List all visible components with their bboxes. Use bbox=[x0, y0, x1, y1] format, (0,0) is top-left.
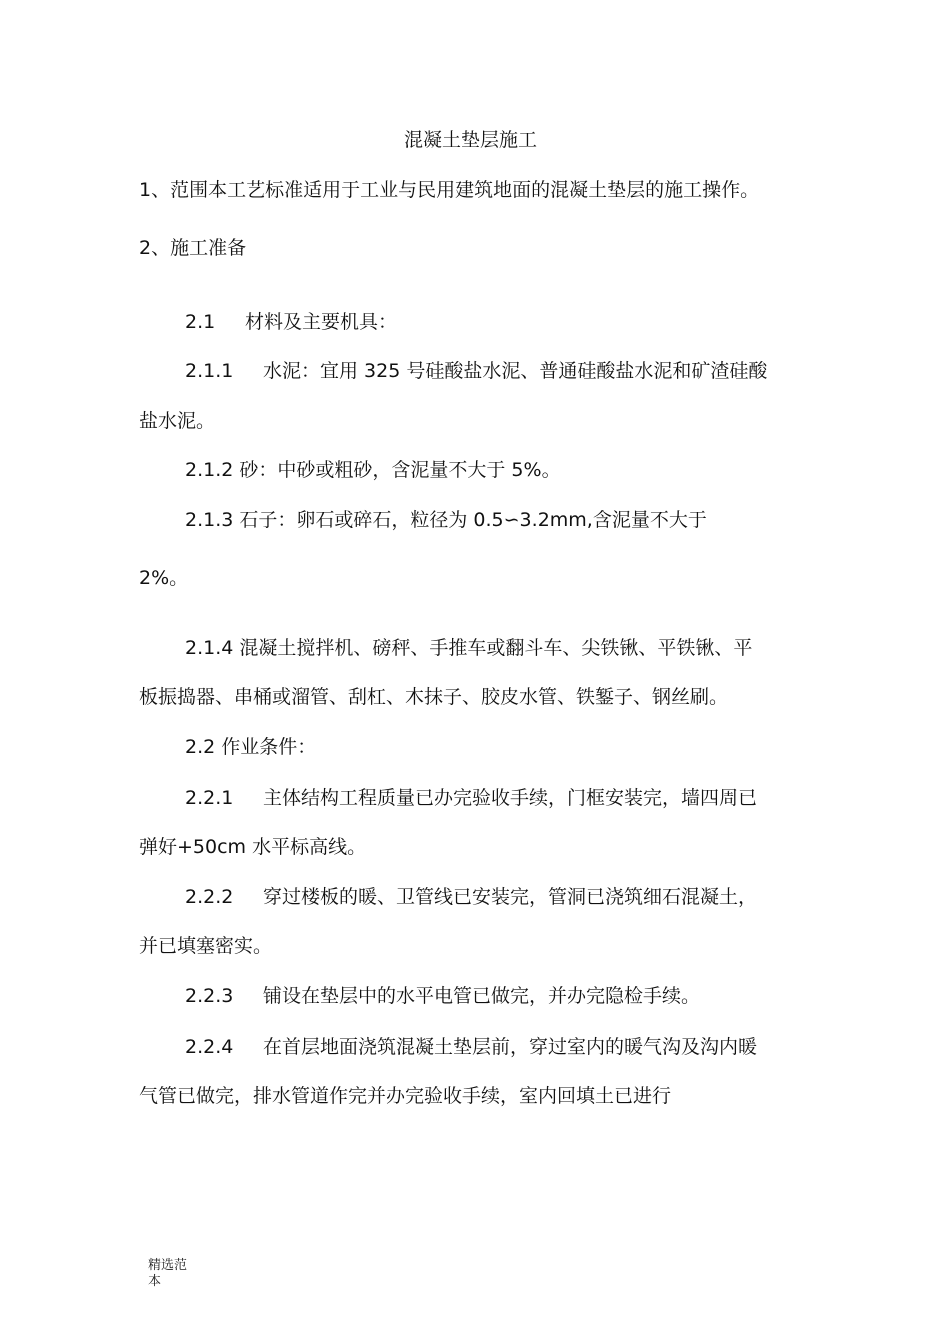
item-2-1-3-continued: 2%。 bbox=[139, 567, 189, 589]
section-text: 材料及主要机具： bbox=[245, 311, 398, 333]
item-2-1-1-continued: 盐水泥。 bbox=[139, 410, 216, 432]
item-2-1-4: 2.1.4 混凝土搅拌机、磅秤、手推车或翻斗车、尖铁锹、平铁锹、平 bbox=[185, 637, 753, 659]
item-2-1-4-continued: 板振捣器、串桶或溜管、刮杠、木抹子、胶皮水管、铁錾子、钢丝刷。 bbox=[139, 686, 729, 708]
item-2-1-2: 2.1.2 砂：中砂或粗砂，含泥量不大于 5%。 bbox=[185, 459, 561, 481]
item-text: 主体结构工程质量已办完验收手续，门框安装完，墙四周已 bbox=[263, 787, 758, 809]
item-2-2-2-continued: 并已填塞密实。 bbox=[139, 935, 273, 957]
section-2-2: 2.2 作业条件： bbox=[185, 736, 317, 758]
item-2-1-3: 2.1.3 石子：卵石或碎石，粒径为 0.5∽3.2mm,含泥量不大于 bbox=[185, 509, 707, 531]
item-text: 穿过楼板的暖、卫管线已安装完，管洞已浇筑细石混凝土， bbox=[263, 886, 758, 908]
item-number: 2.2.4 bbox=[185, 1036, 234, 1058]
paragraph-scope: 1、范围本工艺标准适用于工业与民用建筑地面的混凝土垫层的施工操作。 bbox=[139, 179, 760, 201]
item-2-2-4 bbox=[185, 1038, 757, 1057]
item-2-1-1 bbox=[185, 362, 767, 381]
heading-preparation: 2、施工准备 bbox=[139, 237, 247, 259]
item-number: 2.2.1 bbox=[185, 787, 234, 809]
item-text: 水泥：宜用 325 号硅酸盐水泥、普通硅酸盐水泥和矿渣硅酸 bbox=[263, 360, 768, 382]
item-2-2-2 bbox=[185, 888, 757, 907]
item-number: 2.1.1 bbox=[185, 360, 234, 382]
section-2-1 bbox=[185, 313, 397, 332]
item-text: 铺设在垫层中的水平电管已做完，并办完隐检手续。 bbox=[263, 985, 701, 1007]
item-2-2-3 bbox=[185, 987, 700, 1006]
item-number: 2.2.3 bbox=[185, 985, 234, 1007]
footer-line: 精选范 bbox=[148, 1258, 188, 1273]
section-number: 2.1 bbox=[185, 311, 216, 333]
item-2-2-4-continued: 气管已做完，排水管道作完并办完验收手续，室内回填土已进行 bbox=[139, 1085, 672, 1107]
page-footer bbox=[148, 1258, 198, 1290]
item-2-2-1 bbox=[185, 789, 757, 808]
item-text: 在首层地面浇筑混凝土垫层前，穿过室内的暖气沟及沟内暖 bbox=[263, 1036, 758, 1058]
item-2-2-1-continued: 弹好+50cm 水平标高线。 bbox=[139, 836, 367, 858]
footer-line: 本 bbox=[148, 1274, 162, 1289]
document-title: 混凝土垫层施工 bbox=[404, 129, 538, 151]
item-number: 2.2.2 bbox=[185, 886, 234, 908]
